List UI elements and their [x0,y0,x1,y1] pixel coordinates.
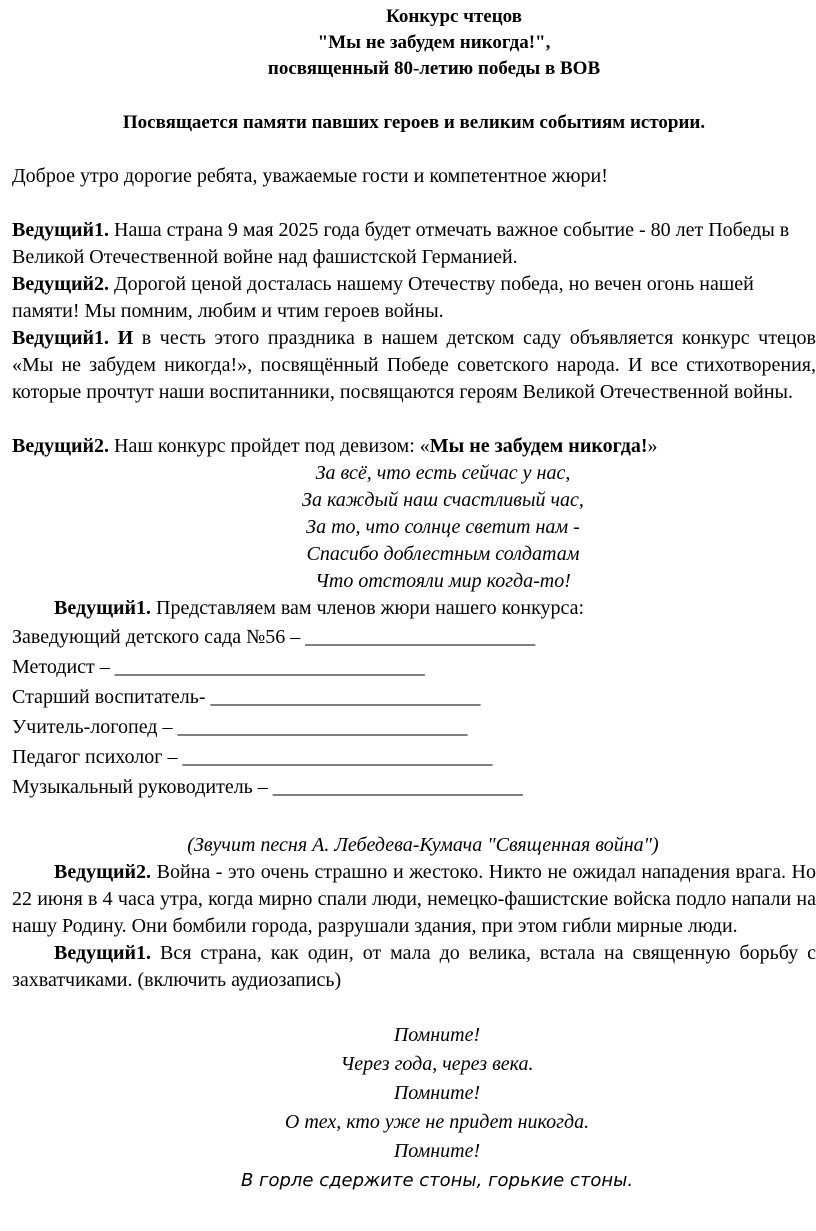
paragraph-text: Представляем вам членов жюри нашего конкурса: [151,597,585,619]
jury-row: Старший воспитатель- ___________________________ [12,686,481,708]
jury-row: Музыкальный руководитель – _________________________ [12,776,523,798]
poem-block-1 [70,460,816,595]
poem-line: Помните! [393,1024,481,1046]
poem-line: За то, что солнце светит нам - [306,516,580,538]
title-line-3: посвященный 80-летию победы в ВОВ [267,58,601,79]
paragraph-war-start [12,859,816,940]
speaker-label: Ведущий2. [12,273,110,295]
speaker-label: Ведущий1. [54,942,152,964]
paragraph-text: Наша страна 9 мая 2025 года будет отмечать важное событие - 80 лет Победы в Великой Отечественной войне над фашистской Германией. [12,219,790,268]
poem-line: Помните! [393,1082,481,1104]
motto-close: » [647,435,658,457]
jury-list [12,622,816,802]
speaker-label: Ведущий1. [12,327,110,349]
paragraph-host1-announcement [12,325,816,406]
paragraph-host2-intro [12,271,816,325]
greeting-paragraph: Доброе утро дорогие ребята, уважаемые гости и компетентное жюри! [12,165,608,187]
document-page [12,4,816,1195]
paragraph-text: Война - это очень страшно и жестоко. Никто не ожидал нападения врага. Но 22 июня в 4 часа утра, когда мирно спали люди, немецко-фашистские войска подло напали на нашу Родину. Они бомбили города, разрушали здания, при этом гибли мирные люди. [12,861,816,937]
title-line-1: Конкурс чтецов [386,6,522,27]
poem-line: За каждый наш счастливый час, [302,489,584,511]
title-line-2: "Мы не забудем никогда!", [317,32,551,53]
document-title [12,4,816,82]
poem-line: Помните! [393,1140,481,1162]
poem-line: О тех, кто уже не придет никогда. [284,1111,590,1133]
speaker-label: Ведущий2. [12,435,110,457]
jury-row: Педагог психолог – _______________________________ [12,746,493,768]
jury-row: Заведующий детского сада №56 – _______________________ [12,626,536,648]
poem-line: Спасибо доблестным солдатам [306,543,580,565]
speaker-label-extra: И [109,327,134,349]
dedication-line: Посвящается памяти павших героев и великим событиям истории. [122,112,706,133]
jury-row: Методист – _______________________________ [12,656,425,678]
paragraph-motto [12,433,816,460]
paragraph-jury-intro [12,595,816,622]
speaker-label: Ведущий1. [54,597,152,619]
stage-direction: (Звучит песня А. Лебедева-Кумача "Священная война") [187,834,659,856]
jury-row: Учитель-логопед – _____________________________ [12,716,468,738]
poem-block-2 [58,1021,816,1195]
paragraph-text: Наш конкурс пройдет под девизом: « [109,435,430,457]
paragraph-nation-rises [12,940,816,994]
paragraph-text: Вся страна, как один, от мала до велика, встала на священную борьбу с захватчиками. (включить аудиозапись) [12,942,816,991]
poem-line: Что отстояли мир когда-то! [315,570,571,592]
paragraph-text: Дорогой ценой досталась нашему Отечеству победа, но вечен огонь нашей памяти! Мы помним, любим и чтим героев войны. [12,273,754,322]
speaker-label: Ведущий2. [54,861,152,883]
poem-line: В горле сдержите стоны, горькие стоны. [240,1170,634,1191]
speaker-label: Ведущий1. [12,219,110,241]
poem-line: За всё, что есть сейчас у нас, [315,462,571,484]
motto-text: Мы не забудем никогда! [429,435,648,457]
poem-line: Через года, через века. [340,1053,534,1075]
paragraph-host1-intro [12,217,816,271]
paragraph-text: в честь этого праздника в нашем детском саду объявляется конкурс чтецов «Мы не забудем никогда!», посвящённый Победе советского народа. И все стихотворения, которые прочтут наши воспитанники, посвящаются героям Великой Отечественной войны. [12,327,816,403]
